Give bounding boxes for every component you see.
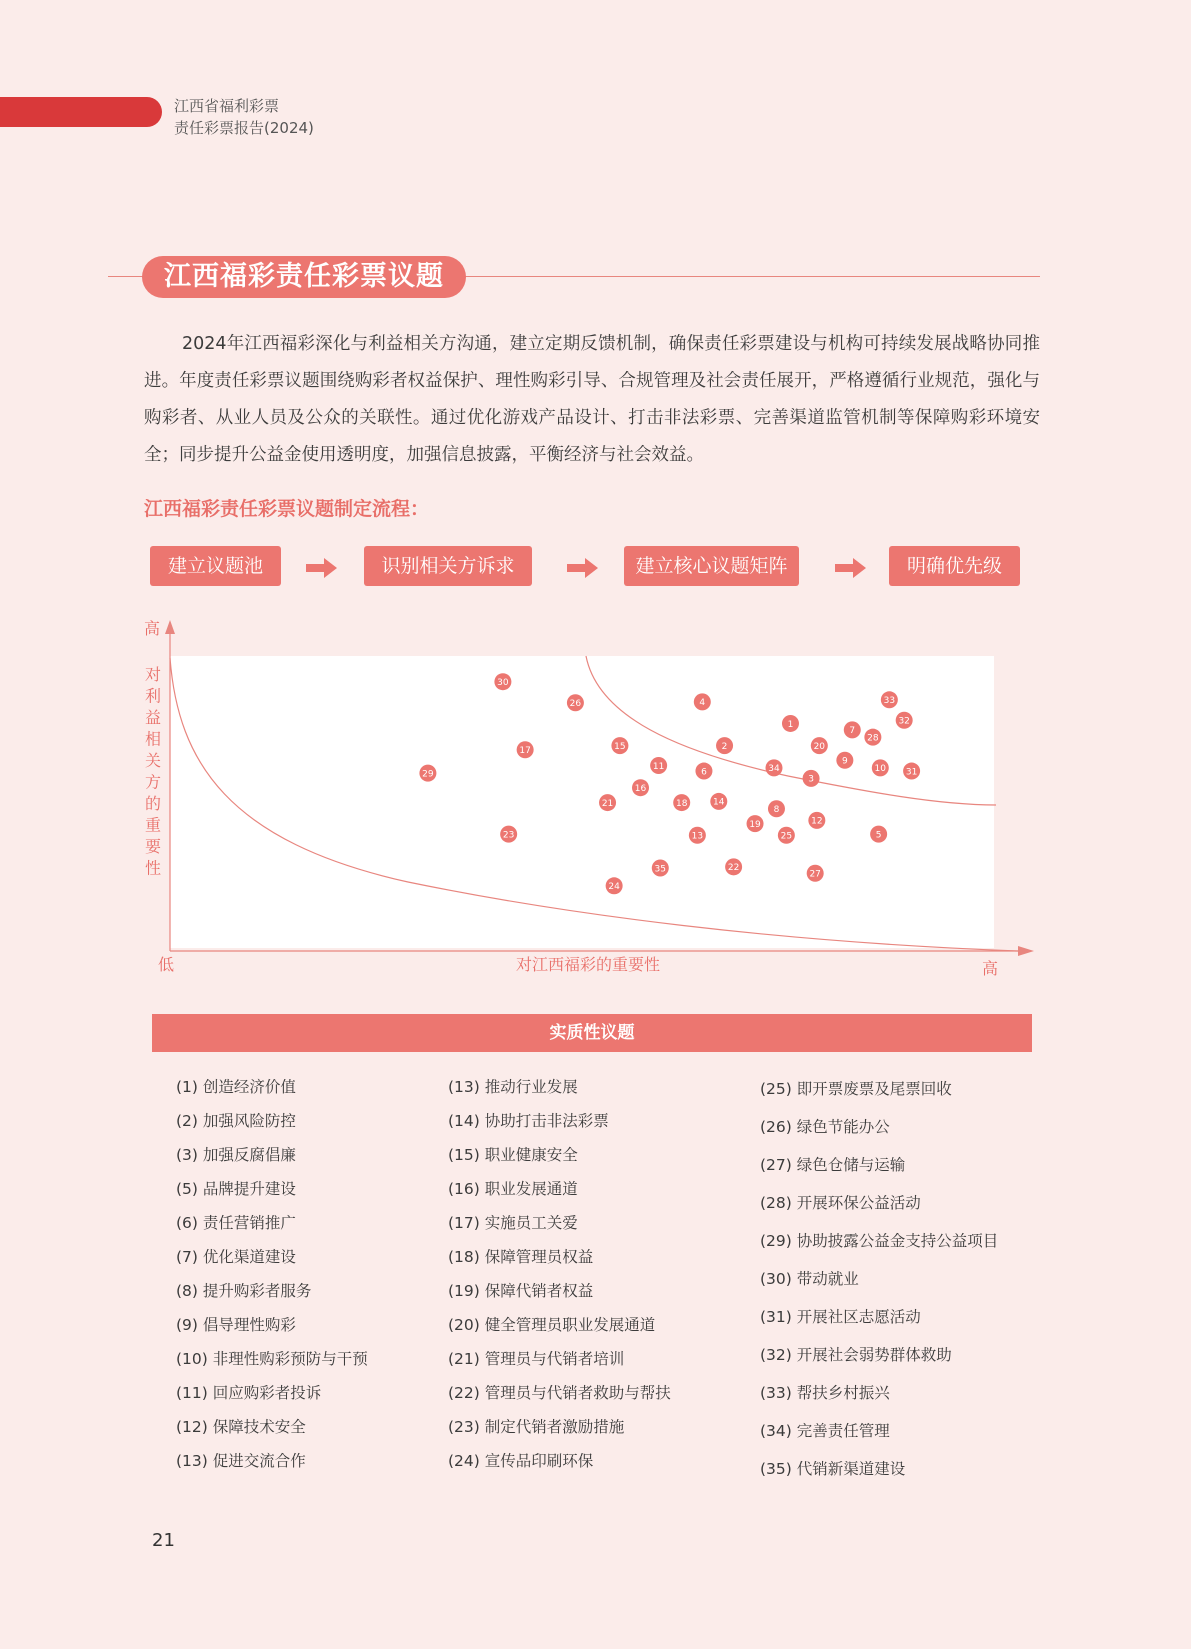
matrix-point-4 — [694, 693, 711, 710]
topic-item: (29) 协助披露公益金支持公益项目 — [760, 1232, 999, 1250]
matrix-point-15 — [611, 737, 628, 754]
point-label: 23 — [502, 830, 515, 841]
topic-item: (25) 即开票废票及尾票回收 — [760, 1080, 952, 1098]
topic-item: (13) 促进交流合作 — [176, 1452, 306, 1470]
point-label: 7 — [849, 726, 856, 737]
matrix-point-14 — [710, 793, 727, 810]
arrow-right-icon — [835, 557, 867, 579]
y-axis-arrow-icon — [165, 620, 175, 634]
report-header — [174, 95, 314, 139]
matrix-point-9 — [836, 752, 853, 769]
topic-item: (15) 职业健康安全 — [448, 1146, 578, 1164]
topic-item: (24) 宣传品印刷环保 — [448, 1452, 594, 1470]
arrow-right-icon — [567, 557, 599, 579]
matrix-point-26 — [567, 694, 584, 711]
matrix-point-21 — [599, 794, 616, 811]
y-axis-high-label: 高 — [144, 619, 161, 638]
point-label: 27 — [809, 869, 821, 880]
matrix-point-32 — [896, 712, 913, 729]
x-axis-low-label: 低 — [158, 955, 175, 974]
point-label: 3 — [808, 774, 814, 785]
matrix-point-7 — [844, 721, 861, 738]
topic-item: (9) 倡导理性购彩 — [176, 1316, 296, 1334]
point-label: 32 — [898, 716, 910, 727]
point-label: 2 — [721, 741, 728, 752]
point-label: 35 — [654, 864, 667, 875]
point-label: 9 — [841, 756, 848, 767]
matrix-point-23 — [500, 826, 517, 843]
point-label: 14 — [713, 797, 725, 808]
point-label: 26 — [569, 699, 582, 710]
matrix-point-33 — [881, 691, 898, 708]
point-label: 20 — [813, 741, 826, 752]
matrix-point-25 — [778, 827, 795, 844]
point-label: 15 — [614, 741, 626, 752]
matrix-point-5 — [870, 826, 887, 843]
matrix-point-12 — [808, 812, 825, 829]
topic-item: (14) 协助打击非法彩票 — [448, 1112, 609, 1130]
arrow-right-icon — [306, 557, 338, 579]
topics-header: 实质性议题 — [152, 1014, 1032, 1052]
page-number: 21 — [152, 1530, 175, 1551]
matrix-point-31 — [903, 763, 920, 780]
matrix-point-29 — [419, 765, 436, 782]
topic-item: (2) 加强风险防控 — [176, 1112, 296, 1130]
point-label: 31 — [905, 767, 918, 778]
topic-item: (31) 开展社区志愿活动 — [760, 1308, 921, 1326]
matrix-point-10 — [872, 759, 889, 776]
matrix-point-1 — [782, 715, 799, 732]
topic-item: (8) 提升购彩者服务 — [176, 1282, 312, 1300]
point-label: 5 — [875, 830, 882, 841]
topic-item: (27) 绿色仓储与运输 — [760, 1156, 906, 1174]
matrix-point-30 — [494, 673, 511, 690]
topic-item: (28) 开展环保公益活动 — [760, 1194, 921, 1212]
matrix-point-28 — [864, 729, 881, 746]
matrix-point-34 — [765, 759, 782, 776]
topic-item: (32) 开展社会弱势群体救助 — [760, 1346, 952, 1364]
topics-column-1 — [176, 1070, 368, 1478]
matrix-point-3 — [803, 770, 820, 787]
point-label: 24 — [608, 882, 620, 893]
point-label: 34 — [768, 764, 780, 775]
topic-item: (17) 实施员工关爱 — [448, 1214, 578, 1232]
topic-item: (12) 保障技术安全 — [176, 1418, 306, 1436]
flow-step-2: 识别相关方诉求 — [364, 546, 532, 586]
point-label: 17 — [519, 746, 531, 757]
materiality-matrix — [138, 612, 1038, 992]
topic-item: (3) 加强反腐倡廉 — [176, 1146, 296, 1164]
point-label: 8 — [773, 805, 780, 816]
x-axis-title: 对江西福彩的重要性 — [515, 955, 661, 974]
point-label: 22 — [727, 863, 740, 874]
intro-paragraph: 2024年江西福彩深化与利益相关方沟通，建立定期反馈机制，确保责任彩票建设与机构可持续发展战略协同推进。年度责任彩票议题围绕购彩者权益保护、理性购彩引导、合规管理及社会责任展开，严格遵循行业规范，强化与购彩者、从业人员及公众的关联性。通过优化游戏产品设计、打击非法彩票、完善渠道监管机制等保障购彩环境安全；同步提升公益金使用透明度，加强信息披露，平衡经济与社会效益。 — [144, 334, 1040, 465]
topic-item: (10) 非理性购彩预防与干预 — [176, 1350, 368, 1368]
topic-item: (13) 推动行业发展 — [448, 1078, 578, 1096]
topic-item: (19) 保障代销者权益 — [448, 1282, 594, 1300]
point-label: 33 — [883, 696, 896, 707]
topic-item: (5) 品牌提升建设 — [176, 1180, 296, 1198]
topics-column-2 — [448, 1070, 671, 1478]
matrix-point-19 — [747, 815, 764, 832]
y-axis-title: 对利益相关方的重要性 — [144, 665, 162, 878]
matrix-point-17 — [517, 741, 534, 758]
topic-item: (6) 责任营销推广 — [176, 1214, 296, 1232]
topic-item: (26) 绿色节能办公 — [760, 1118, 890, 1136]
point-label: 10 — [874, 764, 887, 775]
matrix-point-20 — [811, 737, 828, 754]
topic-item: (30) 带动就业 — [760, 1270, 859, 1288]
topic-item: (33) 帮扶乡村振兴 — [760, 1384, 890, 1402]
matrix-point-6 — [695, 763, 712, 780]
topic-item: (21) 管理员与代销者培训 — [448, 1350, 625, 1368]
point-label: 28 — [867, 733, 879, 744]
section-title: 江西福彩责任彩票议题 — [142, 256, 466, 298]
point-label: 11 — [652, 761, 665, 772]
point-label: 19 — [749, 819, 761, 830]
point-label: 6 — [701, 767, 707, 778]
point-label: 29 — [422, 769, 434, 780]
matrix-point-27 — [807, 865, 824, 882]
topic-item: (16) 职业发展通道 — [448, 1180, 578, 1198]
topic-item: (23) 制定代销者激励措施 — [448, 1418, 625, 1436]
point-label: 30 — [497, 677, 509, 688]
matrix-point-2 — [716, 737, 733, 754]
topics-column-3 — [760, 1070, 998, 1488]
matrix-point-35 — [652, 859, 669, 876]
matrix-point-22 — [725, 858, 742, 875]
topic-item: (35) 代销新渠道建设 — [760, 1460, 906, 1478]
matrix-point-16 — [632, 779, 649, 796]
matrix-point-18 — [673, 794, 690, 811]
point-label: 21 — [601, 798, 614, 809]
matrix-point-13 — [689, 827, 706, 844]
flow-step-1: 建立议题池 — [150, 546, 281, 586]
matrix-point-8 — [768, 800, 785, 817]
topic-item: (22) 管理员与代销者救助与帮扶 — [448, 1384, 671, 1402]
flow-step-3: 建立核心议题矩阵 — [624, 546, 799, 586]
report-org: 江西省福利彩票 — [174, 97, 280, 115]
x-axis-high-label: 高 — [982, 959, 999, 978]
topic-item: (34) 完善责任管理 — [760, 1422, 890, 1440]
x-axis-arrow-icon — [1018, 946, 1034, 956]
point-label: 12 — [811, 816, 823, 827]
point-label: 4 — [699, 698, 706, 709]
topic-item: (20) 健全管理员职业发展通道 — [448, 1316, 656, 1334]
point-label: 16 — [634, 783, 647, 794]
point-label: 18 — [675, 798, 688, 809]
point-label: 1 — [787, 719, 794, 730]
topic-item: (1) 创造经济价值 — [176, 1078, 296, 1096]
point-label: 25 — [780, 831, 793, 842]
flow-title: 江西福彩责任彩票议题制定流程： — [144, 498, 430, 520]
point-label: 13 — [691, 831, 704, 842]
header-accent-bar — [0, 97, 162, 127]
flow-step-4: 明确优先级 — [889, 546, 1020, 586]
matrix-point-24 — [606, 877, 623, 894]
topic-item: (18) 保障管理员权益 — [448, 1248, 594, 1266]
topic-item: (7) 优化渠道建设 — [176, 1248, 296, 1266]
topic-item: (11) 回应购彩者投诉 — [176, 1384, 322, 1402]
matrix-point-11 — [650, 757, 667, 774]
report-title: 责任彩票报告(2024) — [174, 119, 314, 137]
